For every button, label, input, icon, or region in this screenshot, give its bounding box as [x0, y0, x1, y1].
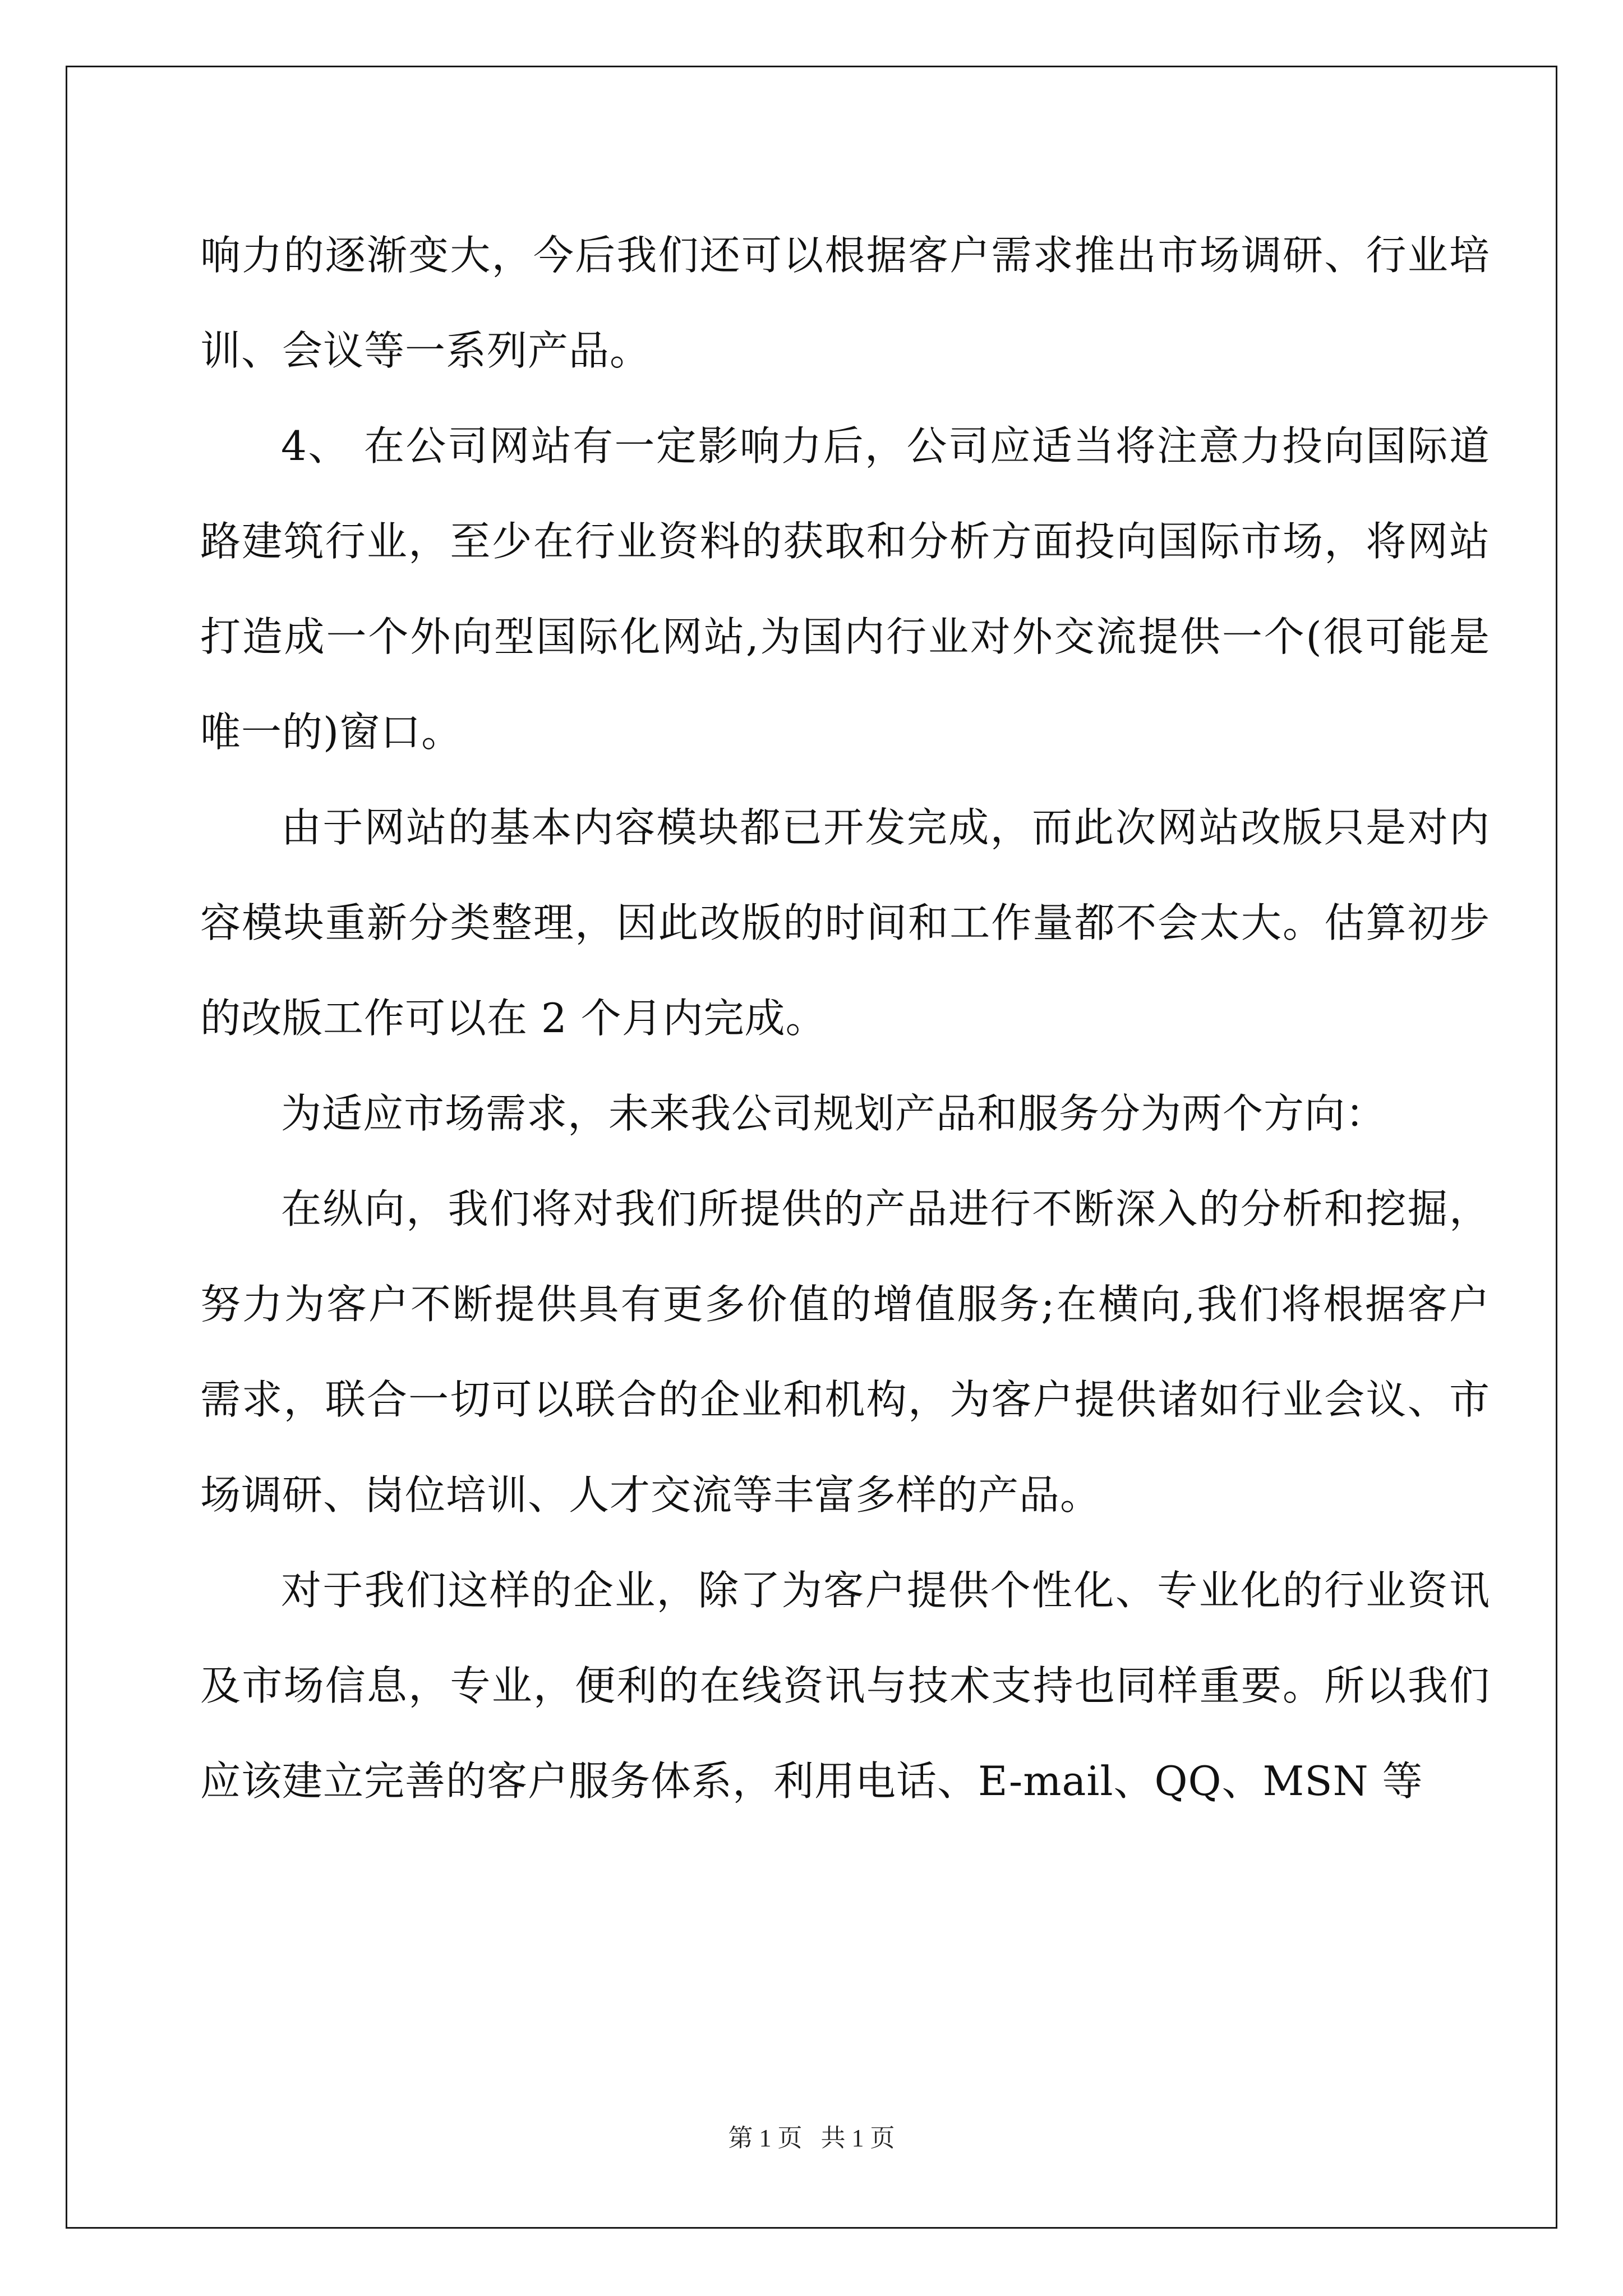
paragraph-2: 4、 在公司网站有一定影响力后，公司应适当将注意力投向国际道路建筑行业，至少在行业资料的获取和分析方面投向国际市场，将网站打造成一个外向型国际化网站,为国内行业对外交流提供一个(很可能是唯一的)窗口。: [200, 422, 1490, 756]
paragraph-4: 为适应市场需求，未来我公司规划产品和服务分为两个方向：: [281, 1090, 1387, 1137]
document-body: [200, 208, 1490, 1829]
paragraph-1: 响力的逐渐变大，今后我们还可以根据客户需求推出市场调研、行业培训、会议等一系列产品。: [200, 232, 1490, 374]
paragraph-5: 在纵向，我们将对我们所提供的产品进行不断深入的分析和挖掘，努力为客户不断提供具有更多价值的增值服务;在横向,我们将根据客户需求，联合一切可以联合的企业和机构，为客户提供诸如行业会议、市场调研、岗位培训、人才交流等丰富多样的产品。: [200, 1185, 1490, 1519]
page-number-footer: 第 1 页 共 1 页: [728, 2124, 895, 2152]
paragraph-3: 由于网站的基本内容模块都已开发完成，而此次网站改版只是对内容模块重新分类整理，因此改版的时间和工作量都不会太大。估算初步的改版工作可以在 2 个月内完成。: [200, 804, 1490, 1042]
paragraph-6: 对于我们这样的企业，除了为客户提供个性化、专业化的行业资讯及市场信息，专业，便利的在线资讯与技术支持也同样重要。所以我们应该建立完善的客户服务体系，利用电话、E-mail、QQ、MSN 等: [200, 1567, 1490, 1805]
